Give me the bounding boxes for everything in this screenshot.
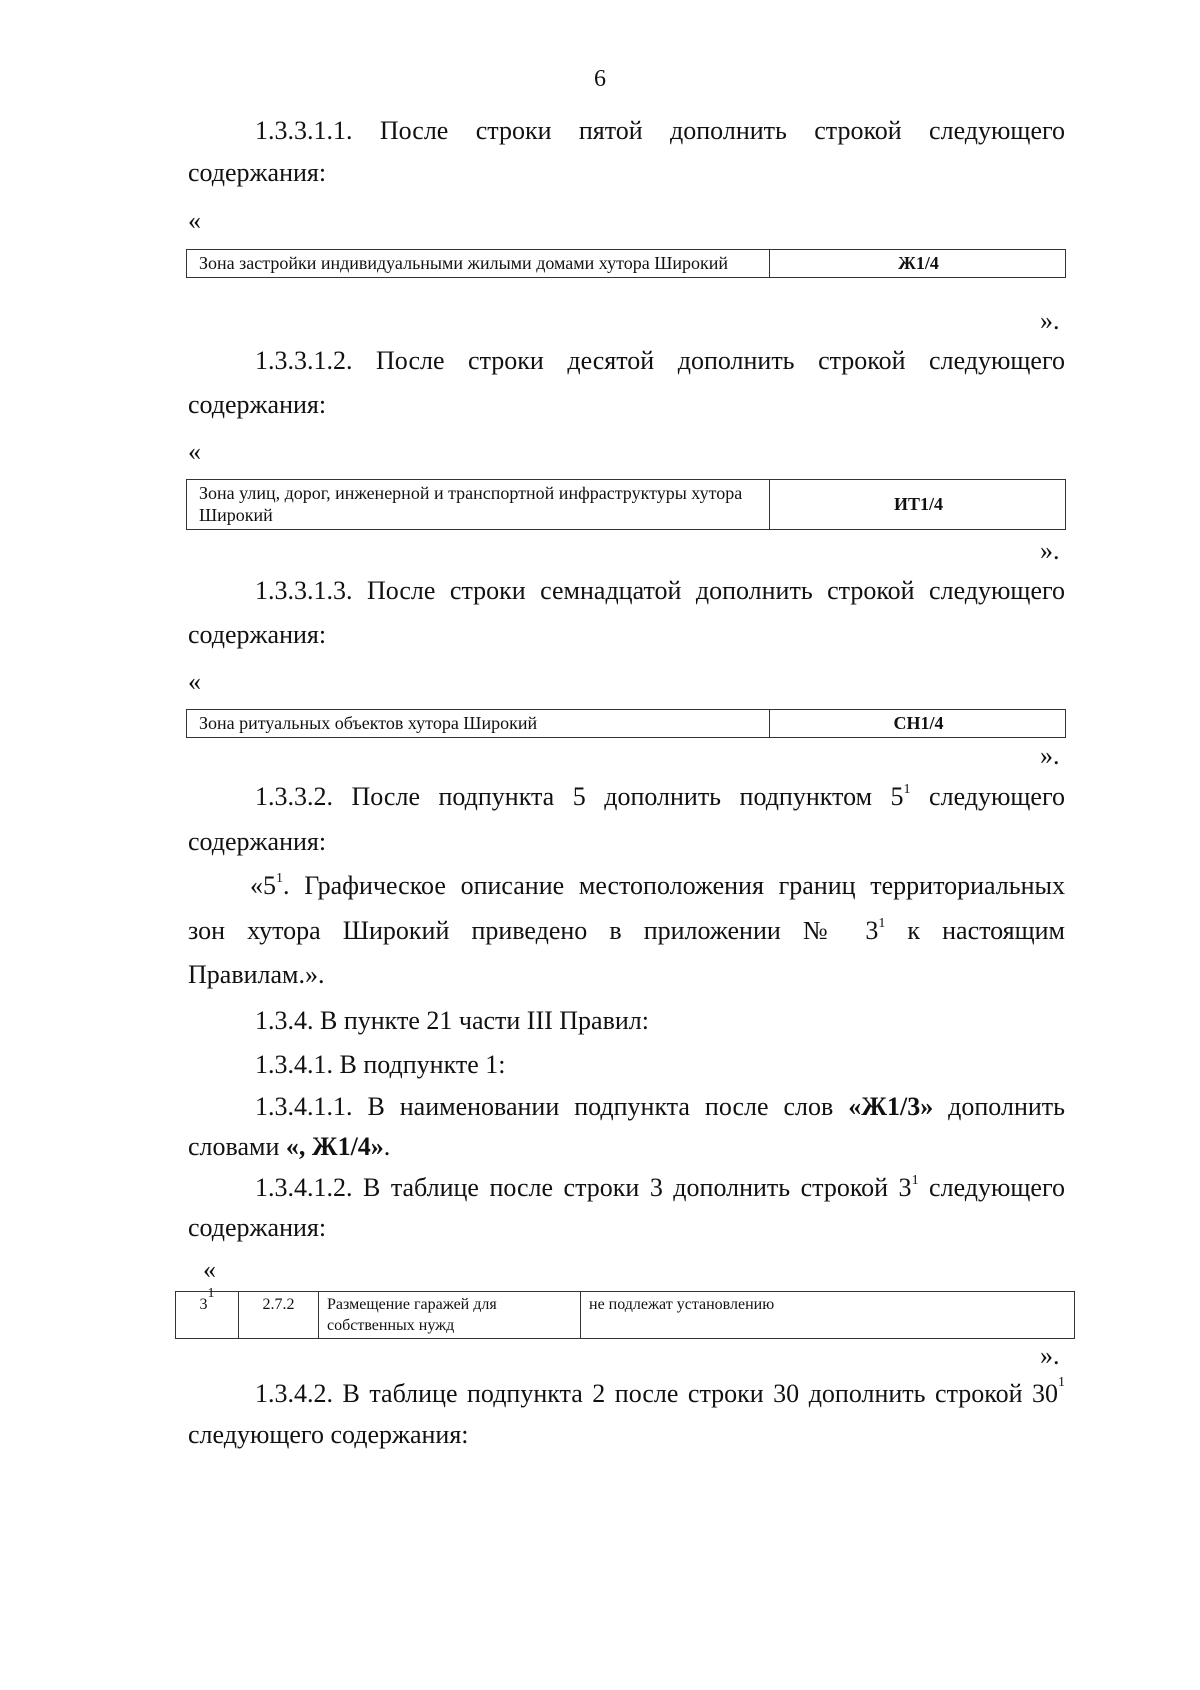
superscript: 1 bbox=[903, 782, 911, 797]
superscript: 1 bbox=[207, 1286, 215, 1301]
paragraph-8-text-b: дополнить bbox=[933, 1092, 1065, 1121]
table-row bbox=[187, 250, 1066, 278]
superscript: 1 bbox=[1058, 1375, 1065, 1390]
row-number-cell bbox=[176, 1286, 239, 1339]
zone-code-cell: Ж1/4 bbox=[770, 250, 1066, 278]
paragraph-5-line-2 bbox=[188, 918, 1065, 944]
paragraph-8-lead bbox=[255, 1094, 1065, 1120]
use-table bbox=[175, 1286, 1075, 1339]
paragraph-5-text-b: . Графическое описание местоположения границ территориальных bbox=[283, 871, 1065, 900]
paragraph-8-tail bbox=[188, 1134, 390, 1160]
superscript: 1 bbox=[911, 1173, 919, 1188]
open-quote-4: « bbox=[203, 1255, 216, 1284]
page-number: 6 bbox=[594, 66, 606, 92]
table-row bbox=[176, 1292, 1075, 1339]
paragraph-4-tail: содержания: bbox=[188, 827, 327, 856]
paragraph-2-tail: содержания: bbox=[188, 390, 327, 419]
paragraph-5-text-a: «5 bbox=[250, 871, 276, 900]
superscript: 1 bbox=[878, 916, 886, 931]
paragraph-7: 1.3.4.1. В подпункте 1: bbox=[255, 1050, 506, 1079]
paragraph-5-line-1 bbox=[250, 873, 1065, 899]
paragraph-10-lead: 1.3.4.2. В таблице подпункта 2 после строки 30 дополнить строкой 30 bbox=[255, 1379, 1058, 1408]
open-quote-1: « bbox=[188, 206, 201, 235]
paragraph-1-tail: содержания: bbox=[188, 158, 327, 187]
paragraph-8-text-a: 1.3.4.1.1. В наименовании подпункта после слов bbox=[255, 1092, 849, 1121]
table-row bbox=[187, 710, 1066, 738]
paragraph-9-text-b: следующего bbox=[918, 1173, 1065, 1202]
close-quote-4: ». bbox=[1040, 1341, 1060, 1370]
table-row bbox=[187, 480, 1066, 530]
paragraph-4-text-a: 1.3.3.2. После подпункта 5 дополнить подпунктом 5 bbox=[255, 782, 904, 811]
paragraph-8-text-c: словами bbox=[188, 1132, 286, 1161]
open-quote-3: « bbox=[188, 667, 201, 696]
open-quote-2: « bbox=[188, 437, 201, 466]
paragraph-4-text-b: следующего bbox=[910, 782, 1065, 811]
zone-name-cell: Зона ритуальных объектов хутора Широкий bbox=[187, 710, 770, 738]
paragraph-10-tail: следующего содержания: bbox=[188, 1420, 469, 1449]
paragraph-2-lead: 1.3.3.1.2. После строки десятой дополнить строкой следующего bbox=[255, 346, 1065, 375]
paragraph-9-lead bbox=[255, 1175, 1065, 1201]
close-quote-3: ». bbox=[1040, 741, 1060, 770]
use-note-cell: не подлежат установлению bbox=[581, 1292, 1075, 1339]
paragraph-8-bold-b: «, Ж1/4» bbox=[285, 1132, 384, 1161]
paragraph-5-text-d: к настоящим bbox=[885, 916, 1065, 945]
paragraph-3-lead: 1.3.3.1.3. После строки семнадцатой дополнить строкой следующего bbox=[255, 576, 1065, 605]
paragraph-5-text-c: зон хутора Широкий приведено в приложении № 3 bbox=[188, 916, 879, 945]
row-number: 3 bbox=[199, 1296, 208, 1313]
zone-name-cell: Зона улиц, дорог, инженерной и транспортной инфраструктуры хутора Широкий bbox=[187, 480, 770, 530]
paragraph-6: 1.3.4. В пункте 21 части III Правил: bbox=[255, 1006, 649, 1035]
paragraph-8-text-d: . bbox=[383, 1132, 391, 1161]
paragraph-1-lead: 1.3.3.1.1. После строки пятой дополнить строкой следующего bbox=[255, 116, 1065, 145]
paragraph-9-text-a: 1.3.4.1.2. В таблице после строки 3 дополнить строкой 3 bbox=[255, 1173, 912, 1202]
close-quote-2: ». bbox=[1040, 536, 1060, 565]
close-quote-1: ». bbox=[1040, 306, 1060, 335]
zone-name-cell: Зона застройки индивидуальными жилыми домами хутора Широкий bbox=[187, 250, 770, 278]
zone-table-2 bbox=[186, 479, 1066, 530]
use-code-cell: 2.7.2 bbox=[239, 1292, 319, 1339]
zone-code-cell: СН1/4 bbox=[770, 710, 1066, 738]
zone-table-3 bbox=[186, 709, 1066, 738]
paragraph-4-lead bbox=[255, 784, 1065, 810]
use-description-cell: Размещение гаражей для собственных нужд bbox=[319, 1292, 581, 1339]
superscript: 1 bbox=[276, 871, 283, 886]
zone-table-1 bbox=[186, 249, 1066, 278]
zone-code-cell: ИТ1/4 bbox=[770, 480, 1066, 530]
paragraph-5-line-3: Правилам.». bbox=[188, 960, 325, 989]
paragraph-3-tail: содержания: bbox=[188, 620, 327, 649]
paragraph-9-tail: содержания: bbox=[188, 1213, 327, 1242]
paragraph-8-bold-a: «Ж1/3» bbox=[848, 1092, 934, 1121]
